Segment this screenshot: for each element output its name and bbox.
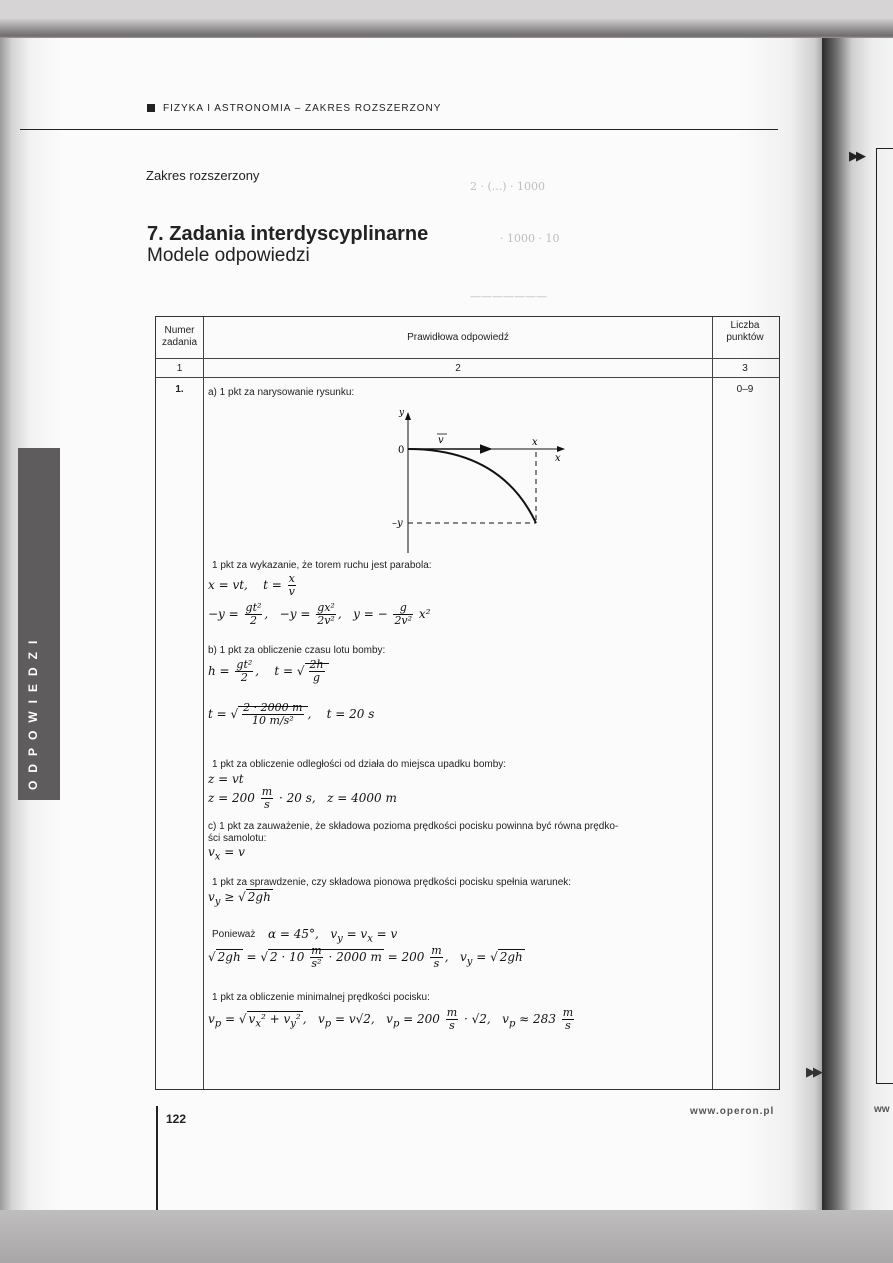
- since-text: Ponieważ: [212, 929, 256, 940]
- next-page-table-edge: [876, 148, 893, 1084]
- side-tab-label: ODPOWIEDZI: [26, 632, 40, 790]
- running-header: [147, 103, 441, 114]
- formula-z-value: z = 200 $\frac{m}{s}$ · 20 s, z = 4000 m: [208, 785, 397, 811]
- index-cell-1: 1: [176, 363, 183, 374]
- formula-vy-value: √ 2gh = √ 2 · 10 $\frac{m}{\text{s²}}$ · 2000 m = 200 $\frac{m}{s}$ , $v_y$ = √ 2gh: [208, 944, 523, 970]
- header-points: Liczba punktów: [726, 320, 764, 343]
- distance-text: 1 pkt za obliczenie odległości od działa do miejsca upadku bomby:: [212, 759, 507, 770]
- bleed-through: 2 · (...) · 1000: [470, 180, 546, 193]
- x-axis-label: x: [555, 453, 561, 464]
- header-rule: [20, 129, 778, 130]
- page-number: 122: [166, 1112, 187, 1126]
- continue-arrows: ▶▶: [806, 1064, 820, 1079]
- header-task-number: Numer zadania: [161, 325, 198, 348]
- scanner-bed: [0, 1210, 893, 1263]
- formula-vp: $v_p$ = √ $v_x^2 + v_y^2$ , $v_p = v√2$, $v_p = 200$ $\frac{m}{s}$ · √2, $v_p \approx 283$ $\frac{m}{s}$: [208, 1006, 574, 1032]
- y-axis-label: y: [399, 408, 405, 418]
- footer-url: www.operon.pl: [690, 1106, 775, 1117]
- bleed-through: · 1000 · 10: [500, 232, 560, 245]
- velocity-label: v: [438, 435, 444, 446]
- task-points: 0–9: [736, 384, 754, 395]
- scope-label: Zakres rozszerzony: [146, 168, 260, 183]
- formula-x-vt: x = vt, t = $\frac{x}{v}$: [208, 572, 295, 598]
- col-divider: [712, 317, 713, 1089]
- section-subtitle: Modele odpowiedzi: [147, 245, 310, 266]
- formula-time-value: t = √ $\frac{2 \cdot 2000 m}{\text{10 m/s²}}$ , t = 20 s: [208, 701, 375, 727]
- header-square-icon: [147, 104, 155, 112]
- parabola-text: 1 pkt za wykazanie, że torem ruchu jest parabola:: [212, 560, 432, 571]
- header-answer: Prawidłowa odpowiedź: [407, 332, 509, 343]
- row-divider: [156, 358, 779, 359]
- formula-vy-condition: $v_y$ ≥ √ 2gh: [208, 890, 271, 908]
- index-cell-3: 3: [742, 363, 748, 374]
- formula-alpha: α = 45°, $v_y = v_x = v$: [268, 927, 398, 945]
- neg-y-label: –y: [392, 518, 403, 529]
- parabola-curve: [408, 449, 536, 523]
- trajectory-graph: [381, 405, 571, 557]
- check-text: 1 pkt za sprawdzenie, czy składowa pionowa prędkości pocisku spełnia warunek:: [212, 877, 572, 888]
- part-b-label: b) 1 pkt za obliczenie czasu lotu bomby:: [208, 645, 386, 656]
- row-divider: [156, 377, 779, 378]
- part-c-label: c) 1 pkt za zauważenie, że składowa pozioma prędkości pocisku powinna być równa prędko-: [208, 821, 619, 832]
- formula-z-vt: z = vt: [208, 772, 244, 786]
- next-page-footer-url: ww: [874, 1104, 890, 1115]
- min-speed-text: 1 pkt za obliczenie minimalnej prędkości pocisku:: [212, 992, 430, 1003]
- answer-table: [155, 316, 780, 1090]
- col-divider: [203, 317, 204, 1089]
- task-number: 1.: [175, 384, 184, 395]
- index-cell-2: 2: [455, 363, 461, 374]
- part-a-label: a) 1 pkt za narysowanie rysunku:: [208, 387, 355, 398]
- x-mark-label: x: [532, 437, 538, 448]
- origin-label: 0: [398, 445, 405, 456]
- formula-vx: $v_x = v$: [208, 845, 245, 863]
- running-title: FIZYKA I ASTRONOMIA – ZAKRES ROZSZERZONY: [163, 103, 442, 114]
- page-number-bar: [156, 1106, 158, 1210]
- formula-parabola: −y = $\frac{\text{gt²}}{2}$ , −y = $\frac{\text{gx²}}{\text{2v²}}$ , y = − $\frac{g}{\text{2v²}}$ x²: [208, 601, 431, 627]
- bleed-through: ———————: [470, 290, 547, 303]
- next-page-arrows: ▶▶: [849, 148, 863, 163]
- formula-time: h = $\frac{\text{gt²}}{2}$ , t = √ $\frac{2h}{g}$: [208, 659, 329, 684]
- part-c-label-cont: ści samolotu:: [208, 833, 267, 844]
- section-title: 7. Zadania interdyscyplinarne: [147, 223, 429, 245]
